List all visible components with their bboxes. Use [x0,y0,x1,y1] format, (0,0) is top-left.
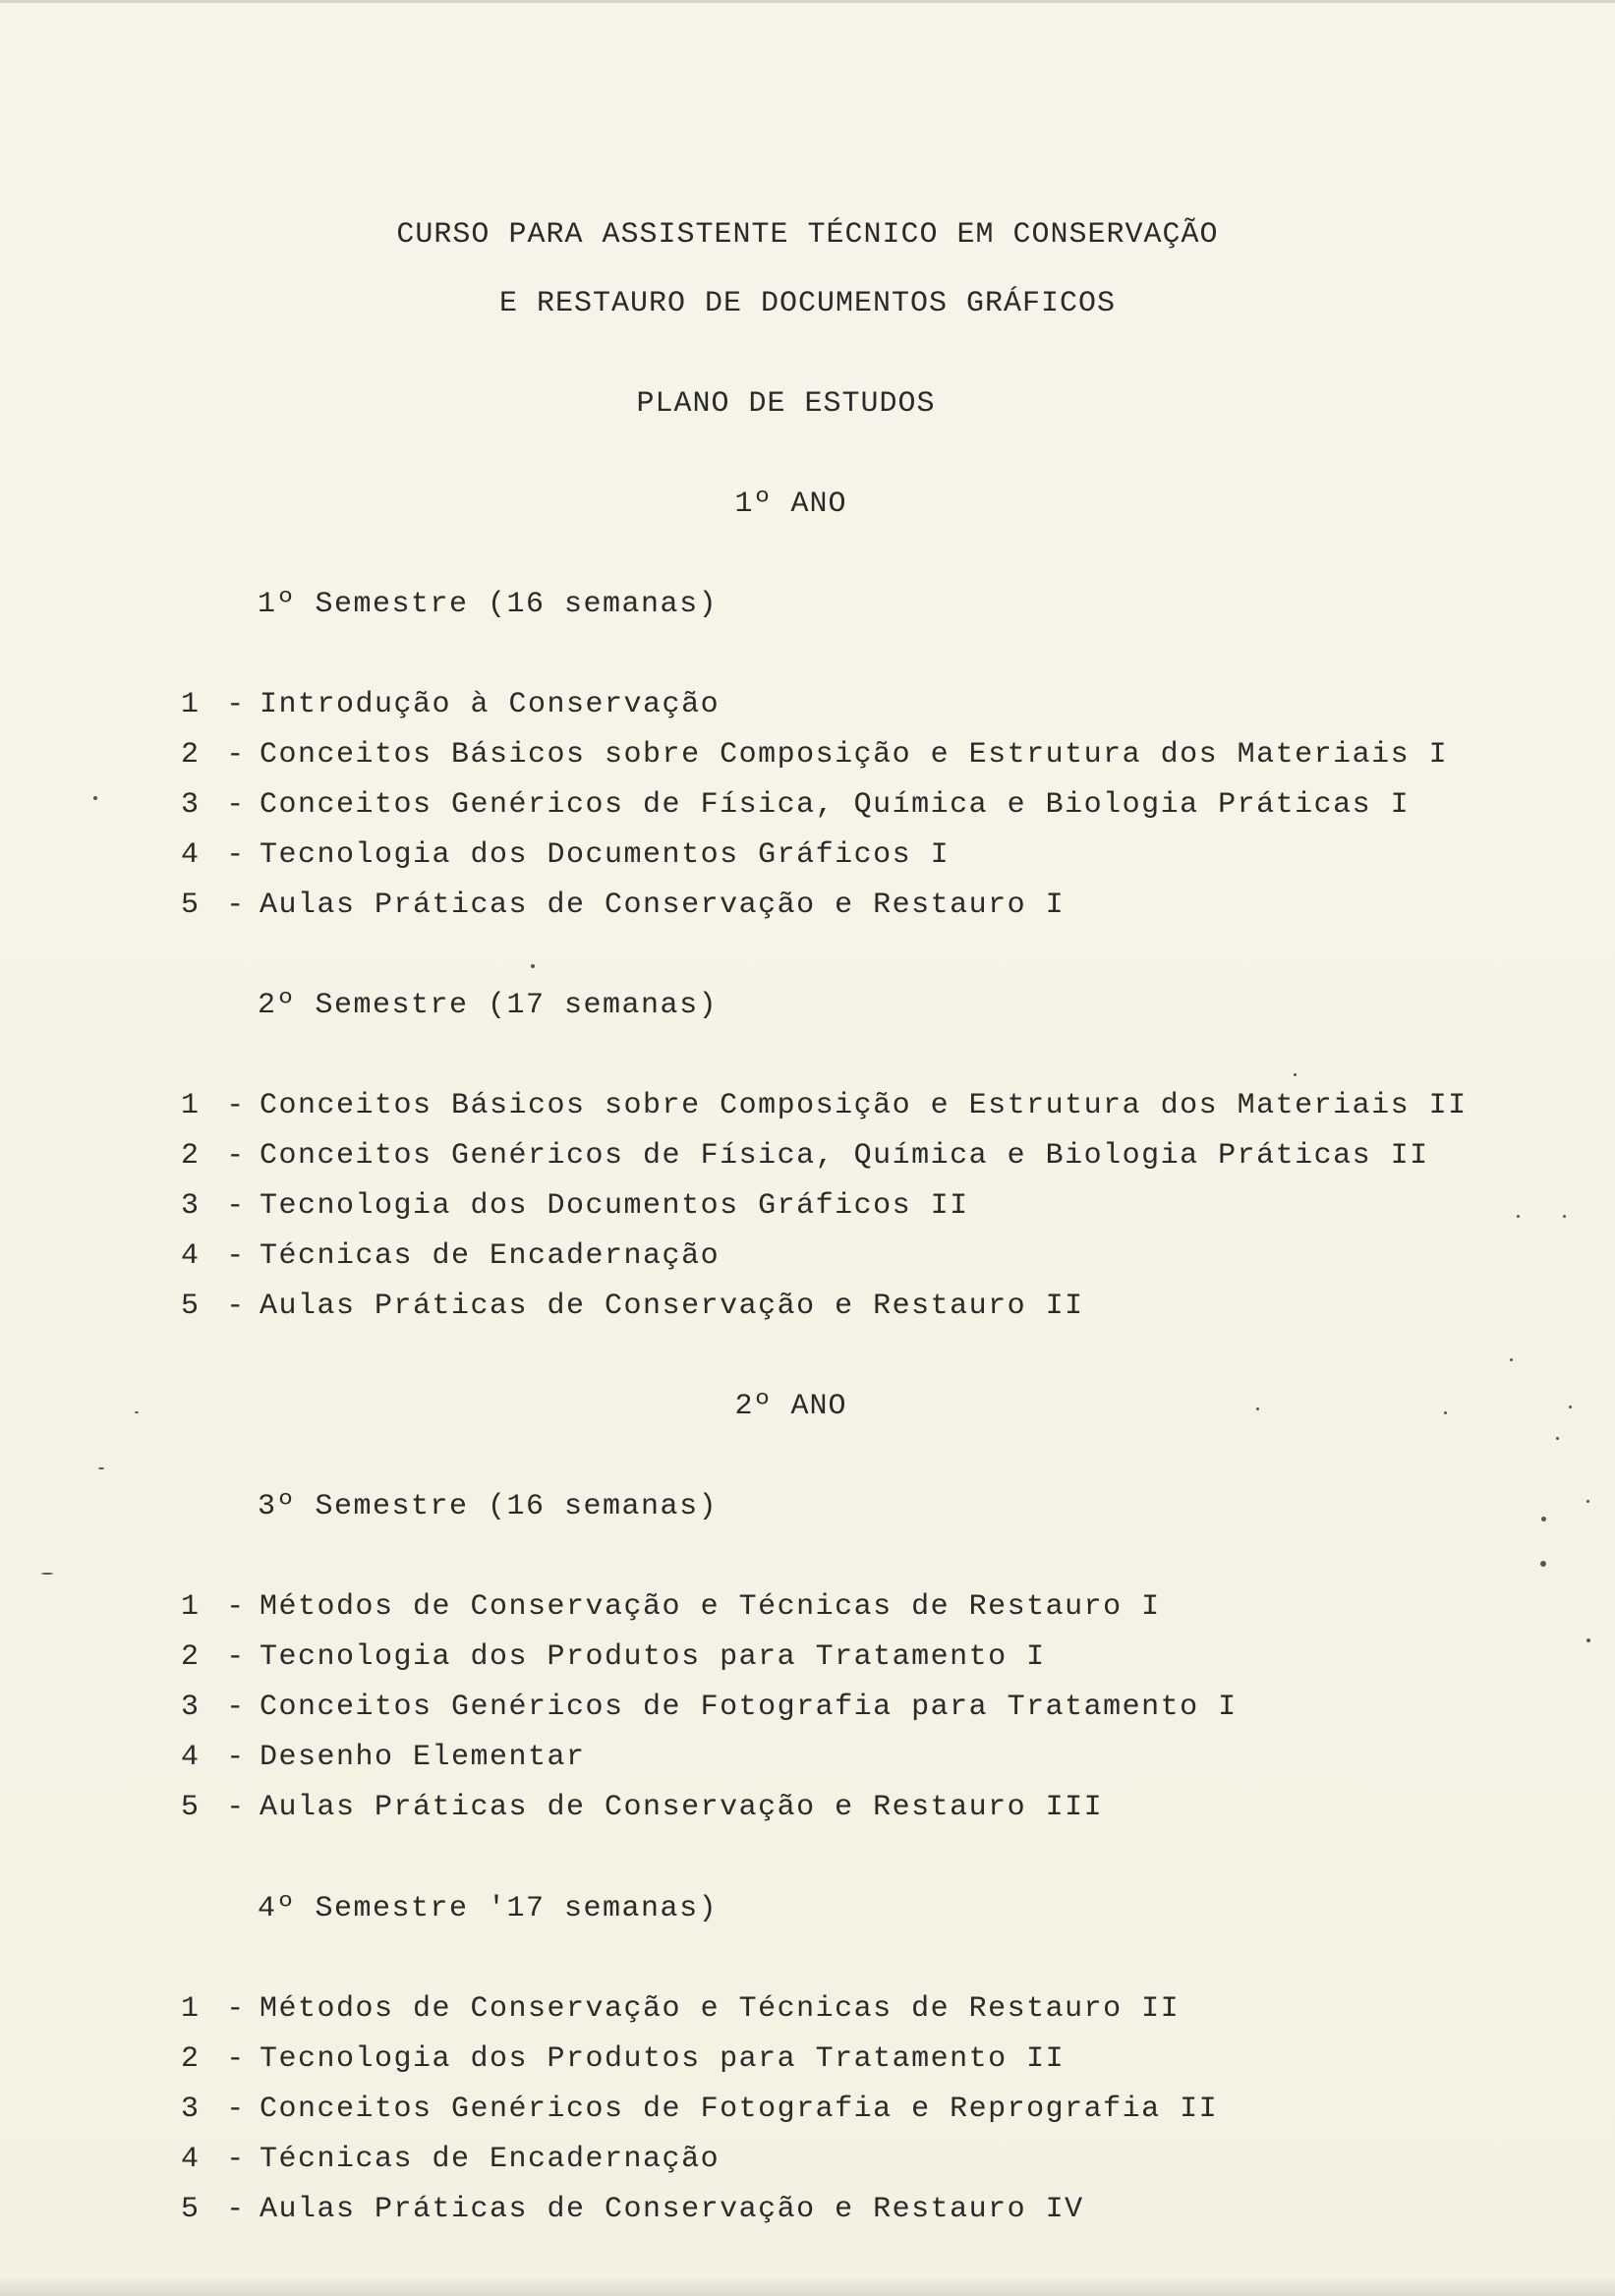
year-1-heading: 1º ANO [734,488,847,521]
list-item [181,1640,1046,1674]
item-number: 1 [181,1992,201,2026]
item-number: 5 [181,1791,201,1824]
paper-speck [1294,1073,1297,1076]
course-name: Conceitos Genéricos de Física, Química e Biologia Práticas I [260,788,1411,822]
item-separator: - [226,2143,246,2176]
item-number: 3 [181,1189,201,1223]
item-number: 5 [181,2193,201,2226]
item-number: 3 [181,1691,201,1724]
paper-speck [1541,1517,1546,1521]
item-separator: - [226,1239,246,1273]
list-item [181,2093,1218,2126]
list-item [181,1290,1084,1323]
paper-speck [1517,1215,1520,1218]
semester-2-heading: 2º Semestre (17 semanas) [258,989,719,1022]
course-name: Tecnologia dos Produtos para Tratamento II [260,2042,1066,2076]
document-subtitle: PLANO DE ESTUDOS [636,387,936,421]
item-separator: - [226,1189,246,1223]
course-name: Métodos de Conservação e Técnicas de Restauro II [260,1992,1181,2026]
list-item [181,1089,1468,1122]
item-separator: - [226,1992,246,2026]
item-separator: - [226,738,246,772]
course-name: Técnicas de Encadernação [260,1239,721,1273]
list-item [181,1590,1161,1624]
course-name: Desenho Elementar [260,1741,586,1774]
list-item [181,2042,1065,2076]
document-title-line-2: E RESTAURO DE DOCUMENTOS GRÁFICOS [498,287,1117,320]
course-name: Conceitos Genéricos de Fotografia e Reprografia II [260,2093,1219,2126]
paper-top-edge [0,0,1615,3]
paper-speck [1444,1411,1447,1414]
paper-speck [1586,1500,1589,1503]
paper-speck [1256,1407,1259,1410]
list-item [181,738,1448,772]
item-number: 1 [181,688,201,721]
list-item [181,1691,1238,1724]
list-item [181,1992,1180,2026]
item-number: 4 [181,1239,201,1273]
paper-speck [41,1573,53,1575]
paper-speck [1540,1561,1546,1567]
item-separator: - [226,889,246,922]
course-name: Métodos de Conservação e Técnicas de Restauro I [260,1590,1161,1624]
list-item [181,1239,720,1273]
list-item [181,688,720,721]
item-number: 1 [181,1089,201,1122]
year-2-heading: 2º ANO [734,1390,847,1423]
item-separator: - [226,2042,246,2076]
course-name: Conceitos Genéricos de Fotografia para Tratamento I [260,1691,1238,1724]
item-separator: - [226,1741,246,1774]
item-number: 4 [181,2143,201,2176]
paper-speck [1586,1638,1590,1642]
course-name: Conceitos Básicos sobre Composição e Estrutura dos Materiais I [260,738,1449,772]
paper-speck [135,1411,139,1413]
item-number: 2 [181,1640,201,1674]
paper-speck [1510,1358,1513,1361]
list-item [181,788,1410,822]
list-item [181,1741,586,1774]
item-separator: - [226,1290,246,1323]
item-separator: - [226,1089,246,1122]
document-title-line-1: CURSO PARA ASSISTENTE TÉCNICO EM CONSERVAÇÃO [396,218,1219,252]
course-name: Técnicas de Encadernação [260,2143,721,2176]
course-name: Aulas Práticas de Conservação e Restauro II [260,1290,1084,1323]
course-name: Aulas Práticas de Conservação e Restauro I [260,889,1066,922]
item-number: 5 [181,889,201,922]
semester-4-heading: 4º Semestre '17 semanas) [258,1892,719,1925]
item-number: 4 [181,838,201,872]
item-number: 2 [181,1139,201,1173]
item-separator: - [226,1691,246,1724]
item-separator: - [226,838,246,872]
item-number: 3 [181,788,201,822]
item-separator: - [226,2193,246,2226]
item-separator: - [226,688,246,721]
item-separator: - [226,1640,246,1674]
paper-speck [1556,1437,1559,1440]
course-name: Tecnologia dos Documentos Gráficos II [260,1189,969,1223]
paper-speck [1569,1406,1572,1408]
list-item [181,889,1065,922]
course-name: Conceitos Genéricos de Física, Química e Biologia Práticas II [260,1139,1429,1173]
item-separator: - [226,1791,246,1824]
course-name: Aulas Práticas de Conservação e Restauro IV [260,2193,1084,2226]
item-number: 2 [181,2042,201,2076]
list-item [181,2193,1084,2226]
course-name: Introdução à Conservação [260,688,721,721]
item-separator: - [226,1139,246,1173]
list-item [181,1791,1103,1824]
item-number: 2 [181,738,201,772]
list-item [181,2143,720,2176]
item-separator: - [226,788,246,822]
paper-bottom-edge [0,2278,1615,2296]
paper-speck [98,1467,104,1469]
item-number: 4 [181,1741,201,1774]
paper-speck [93,796,97,800]
course-name: Tecnologia dos Produtos para Tratamento I [260,1640,1046,1674]
item-number: 1 [181,1590,201,1624]
item-separator: - [226,1590,246,1624]
course-name: Aulas Práticas de Conservação e Restauro III [260,1791,1104,1824]
list-item [181,838,950,872]
list-item [181,1189,969,1223]
paper-speck [1563,1215,1566,1218]
semester-1-heading: 1º Semestre (16 semanas) [258,588,719,621]
course-name: Conceitos Básicos sobre Composição e Estrutura dos Materiais II [260,1089,1468,1122]
course-name: Tecnologia dos Documentos Gráficos I [260,838,951,872]
item-number: 5 [181,1290,201,1323]
item-separator: - [226,2093,246,2126]
semester-3-heading: 3º Semestre (16 semanas) [258,1490,719,1523]
list-item [181,1139,1429,1173]
item-number: 3 [181,2093,201,2126]
paper-speck [531,964,535,968]
